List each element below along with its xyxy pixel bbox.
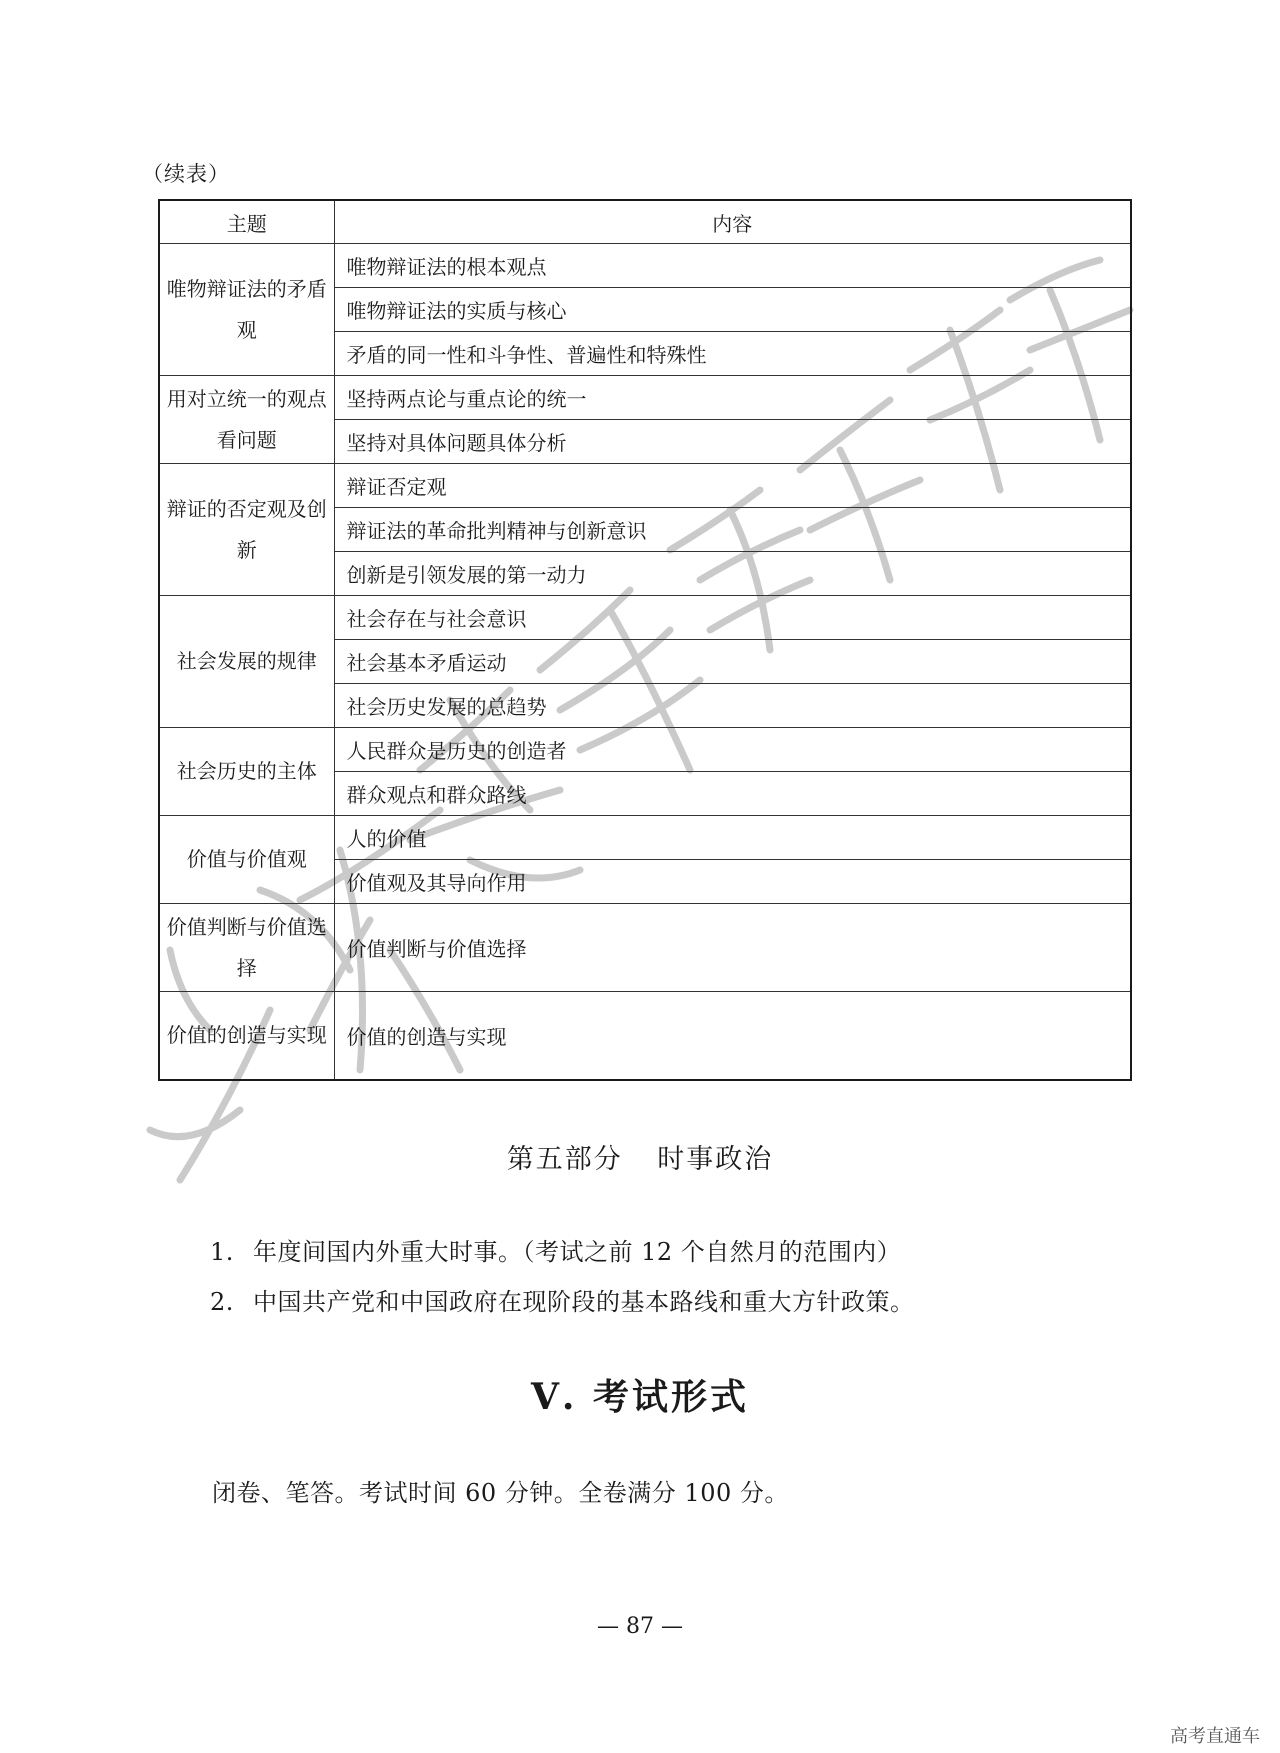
content-cell: 群众观点和群众路线 xyxy=(334,772,1131,816)
content-cell: 坚持两点论与重点论的统一 xyxy=(334,376,1131,420)
list-item-number: 2. xyxy=(210,1288,234,1316)
content-cell: 辩证否定观 xyxy=(334,464,1131,508)
table-row xyxy=(159,376,1131,420)
topic-cell: 唯物辩证法的矛盾观 xyxy=(159,244,334,376)
content-cell: 创新是引领发展的第一动力 xyxy=(334,552,1131,596)
continued-label: （续表） xyxy=(142,162,230,186)
exam-form-text: 闭卷、笔答。考试时间 60 分钟。全卷满分 100 分。 xyxy=(212,1479,789,1507)
list-item-text: 中国共产党和中国政府在现阶段的基本路线和重大方针政策。 xyxy=(253,1288,915,1316)
content-cell: 辩证法的革命批判精神与创新意识 xyxy=(334,508,1131,552)
table-row xyxy=(159,816,1131,860)
table-row xyxy=(159,728,1131,772)
topic-table xyxy=(158,199,1132,1081)
page-number: — 87 — xyxy=(597,1614,683,1639)
list-item-number: 1. xyxy=(210,1238,234,1266)
topic-cell: 辩证的否定观及创新 xyxy=(159,464,334,596)
table-row xyxy=(159,464,1131,508)
list-item xyxy=(210,1227,915,1277)
list-item-text: 年度间国内外重大时事。（考试之前 12 个自然月的范围内） xyxy=(253,1238,902,1266)
content-cell: 社会存在与社会意识 xyxy=(334,596,1131,640)
section-title: 第五部分 时事政治 xyxy=(506,1144,774,1175)
content-cell: 唯物辩证法的根本观点 xyxy=(334,244,1131,288)
table-row xyxy=(159,904,1131,992)
content-cell: 价值的创造与实现 xyxy=(334,992,1131,1080)
header-content: 内容 xyxy=(334,200,1131,244)
content-cell: 价值观及其导向作用 xyxy=(334,860,1131,904)
source-label: 高考直通车 xyxy=(1170,1726,1260,1747)
content-cell: 社会历史发展的总趋势 xyxy=(334,684,1131,728)
table-row xyxy=(159,596,1131,640)
content-cell: 人的价值 xyxy=(334,816,1131,860)
content-cell: 坚持对具体问题具体分析 xyxy=(334,420,1131,464)
current-affairs-list xyxy=(210,1227,915,1327)
topic-cell: 社会历史的主体 xyxy=(159,728,334,816)
header-topic: 主题 xyxy=(159,200,334,244)
topic-cell: 价值的创造与实现 xyxy=(159,992,334,1080)
topic-cell: 价值与价值观 xyxy=(159,816,334,904)
content-cell: 价值判断与价值选择 xyxy=(334,904,1131,992)
topic-cell: 用对立统一的观点看问题 xyxy=(159,376,334,464)
table-row xyxy=(159,244,1131,288)
table-header-row xyxy=(159,200,1131,244)
table-row xyxy=(159,992,1131,1080)
content-cell: 人民群众是历史的创造者 xyxy=(334,728,1131,772)
list-item xyxy=(210,1277,915,1327)
content-cell: 矛盾的同一性和斗争性、普遍性和特殊性 xyxy=(334,332,1131,376)
content-cell: 社会基本矛盾运动 xyxy=(334,640,1131,684)
content-cell: 唯物辩证法的实质与核心 xyxy=(334,288,1131,332)
topic-cell: 价值判断与价值选择 xyxy=(159,904,334,992)
exam-form-heading: Ⅴ. 考试形式 xyxy=(531,1376,749,1418)
topic-cell: 社会发展的规律 xyxy=(159,596,334,728)
